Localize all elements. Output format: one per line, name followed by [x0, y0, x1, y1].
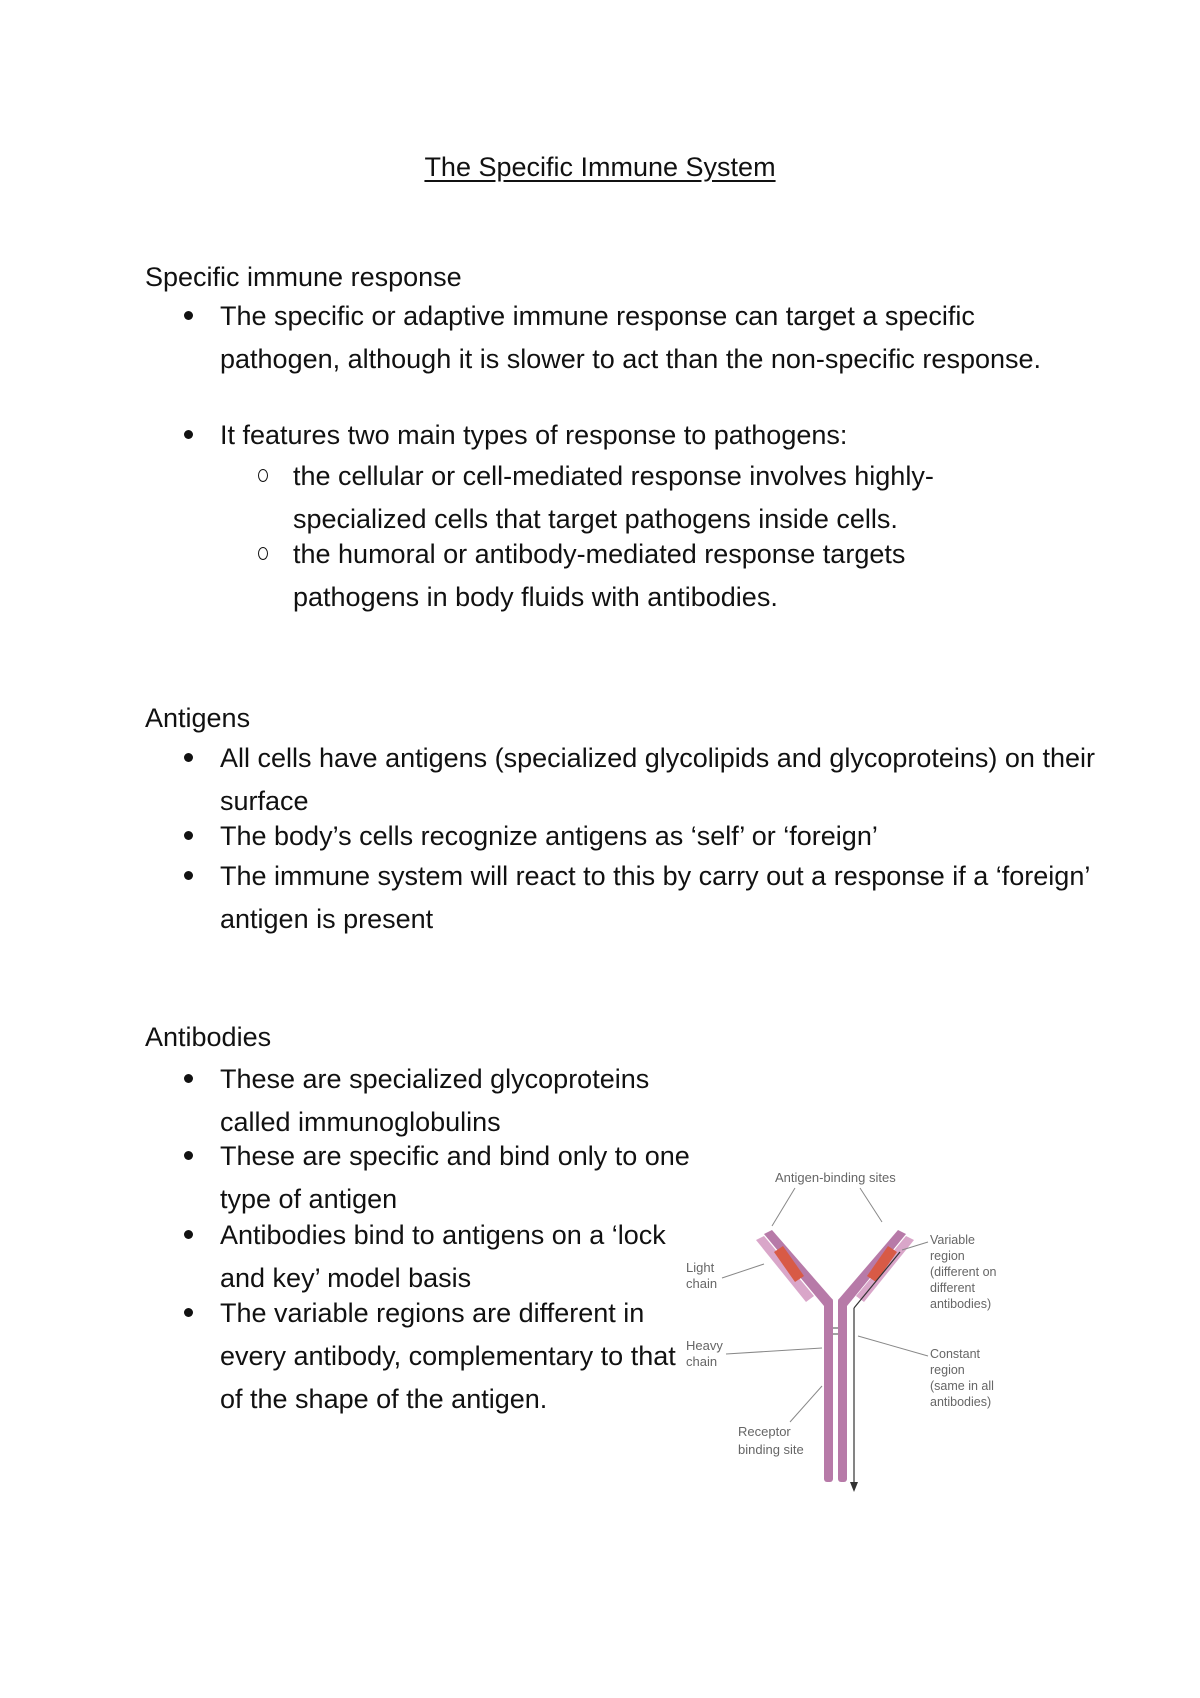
bullet-icon [184, 295, 198, 338]
heavy-chain-left-arm [764, 1230, 833, 1306]
bullet-icon [184, 414, 198, 457]
variable-region-label: Variable region (different on different antibodies) [930, 1233, 997, 1311]
arrow-head-icon [850, 1482, 858, 1492]
list-item: These are specialized glycoproteins called immunoglobulins [220, 1064, 650, 1137]
leader-line [772, 1188, 795, 1226]
leader-line [860, 1188, 882, 1222]
bullet-icon [184, 1292, 198, 1335]
bullet-icon [184, 1135, 198, 1178]
list-item: It features two main types of response to pathogens: [220, 420, 848, 450]
sub-bullet-icon [258, 455, 274, 498]
antigen-binding-sites-label: Antigen-binding sites [775, 1170, 896, 1185]
list-item: The body’s cells recognize antigens as ‘self’ or ‘foreign’ [220, 821, 878, 851]
heavy-chain-label: Heavy chain [686, 1338, 723, 1369]
bullet-icon [184, 815, 198, 858]
list-item: The immune system will react to this by carry out a response if a ‘foreign’ antigen is present [220, 861, 1090, 934]
leader-line [726, 1348, 822, 1354]
section-heading-antibodies: Antibodies [145, 1022, 272, 1052]
heavy-chain-right-arm [838, 1230, 906, 1306]
leader-line [858, 1336, 928, 1356]
heavy-chain-right [838, 1298, 847, 1482]
section-heading-antigens: Antigens [145, 703, 251, 733]
section-heading-specific-immune-response: Specific immune response [145, 262, 462, 292]
leader-line [722, 1264, 764, 1278]
antibody-diagram [686, 1160, 1030, 1520]
sub-list-item: the cellular or cell-mediated response involves highly-specialized cells that target pathogens inside cells. [293, 461, 934, 534]
list-item: The specific or adaptive immune response can target a specific pathogen, although it is slower to act than the non-specific response. [220, 301, 1042, 374]
sub-bullet-icon [258, 533, 274, 576]
constant-region-label: Constant region (same in all antibodies) [930, 1347, 994, 1409]
list-item: These are specific and bind only to one type of antigen [220, 1141, 690, 1214]
list-item: Antibodies bind to antigens on a ‘lock and key’ model basis [220, 1220, 666, 1293]
page-title: The Specific Immune System [424, 152, 776, 182]
light-chain-label: Light chain [686, 1260, 718, 1291]
sub-list-item: the humoral or antibody-mediated response targets pathogens in body fluids with antibodies. [293, 539, 906, 612]
bullet-icon [184, 1214, 198, 1257]
heavy-chain-left [824, 1298, 833, 1482]
bullet-icon [184, 855, 198, 898]
list-item: All cells have antigens (specialized glycolipids and glycoproteins) on their surface [220, 743, 1095, 816]
bullet-icon [184, 737, 198, 780]
bullet-icon [184, 1058, 198, 1101]
leader-line [790, 1386, 822, 1422]
list-item: The variable regions are different in every antibody, complementary to that of the shape of the antigen. [220, 1298, 676, 1414]
receptor-binding-site-label: Receptor binding site [738, 1424, 804, 1457]
